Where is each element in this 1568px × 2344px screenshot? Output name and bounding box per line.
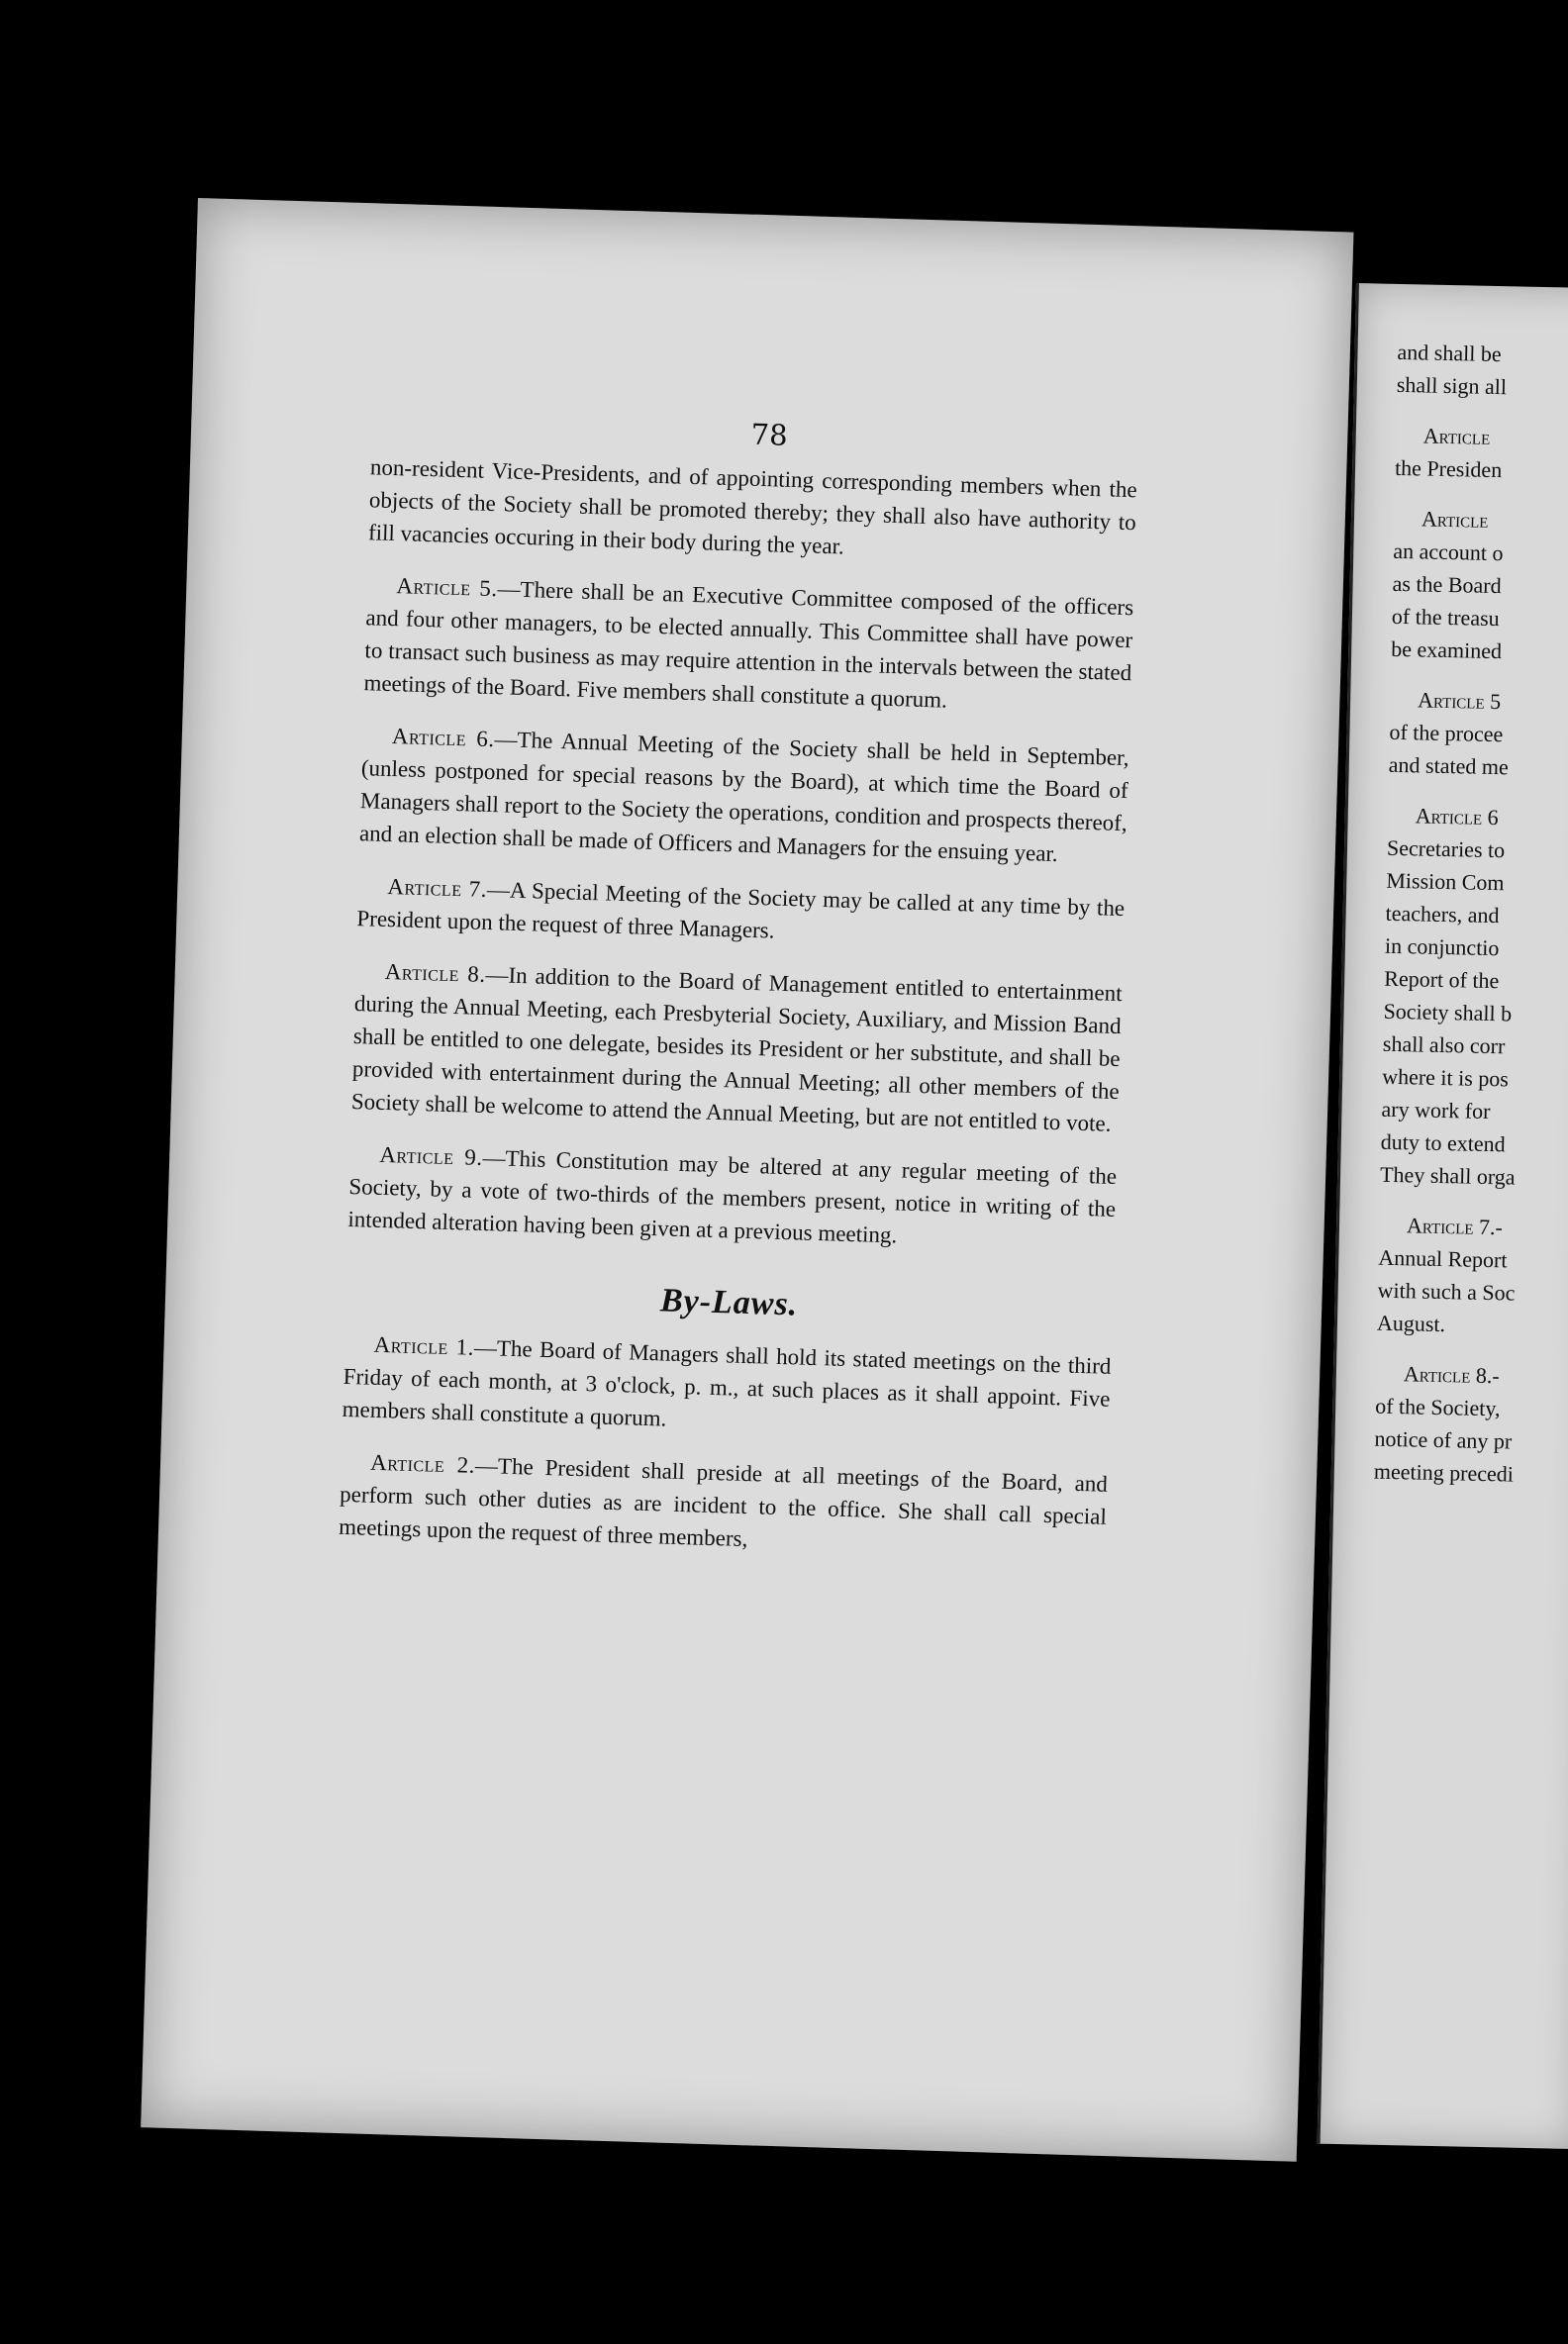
- article-label: Article 6.: [391, 724, 495, 752]
- text-line: Article: [1421, 506, 1489, 533]
- text-line: and stated me: [1388, 751, 1510, 780]
- text-line: Annual Report: [1378, 1244, 1508, 1273]
- article-6: Article 6.—The Annual Meeting of the Society shall be held in September, (unless postponed for special reasons by the Board), at which time the Board of Managers shall report to the Society the operations, condition and prospects thereof, and an election shall be made of Officers and Managers for the ensuing year.: [358, 724, 1129, 867]
- article-label: Article 9.: [379, 1141, 483, 1170]
- text-line: Article 7.-: [1406, 1213, 1504, 1240]
- text-line: where it is pos: [1381, 1063, 1510, 1092]
- left-page: [141, 198, 1353, 2162]
- article-label: Article 1.: [373, 1331, 475, 1360]
- text-line: duty to extend: [1380, 1128, 1506, 1157]
- text-line: Article 8.-: [1403, 1361, 1500, 1389]
- text-line: Article: [1422, 423, 1491, 449]
- page-number: 78: [750, 417, 789, 452]
- paragraph: non-resident Vice-Presidents, and of appointing corresponding members when the objects of the Society shall be promoted thereby; they shall also have authority to fill vacancies occuring in their body during the year.: [367, 454, 1138, 559]
- text-line: Report of the: [1384, 965, 1500, 994]
- article-7: Article 7.—A Special Meeting of the Society may be called at any time by the President upon the request of three Managers.: [356, 873, 1126, 943]
- text-line: They shall orga: [1379, 1161, 1516, 1190]
- bylaws-heading: By-Laws.: [659, 1282, 799, 1323]
- text-line: meeting precedi: [1373, 1458, 1515, 1487]
- article-5: Article 5.—There shall be an Executive Committee composed of the officers and four other managers, to be elected annually. This Committee shall have power to transact such business as may require attention in the intervals between the stated meetings of the Board. Five members shall constitute a quorum.: [363, 573, 1134, 713]
- article-label: Article 2.: [369, 1449, 476, 1478]
- article-label: Article 7.: [387, 873, 488, 902]
- text-line: of the procee: [1389, 719, 1504, 747]
- article-label: Article 8.: [384, 958, 487, 987]
- text-line: with such a Soc: [1377, 1277, 1516, 1306]
- bylaw-article-2: Article 2.—The President shall preside at all meetings of the Board, and perform such other duties as are incident to the office. She shall call special meetings upon the request of three members,: [338, 1449, 1109, 1552]
- article-9: Article 9.—This Constitution may be altered at any regular meeting of the Society, by a vote of two-thirds of the members present, notice in writing of the intended alteration having been given at a previous meeting.: [347, 1141, 1118, 1248]
- right-page-text: [1374, 336, 1568, 1492]
- left-page-body: [338, 450, 1137, 1585]
- text-line: shall also corr: [1382, 1030, 1506, 1059]
- text-line: shall sign all: [1396, 371, 1508, 400]
- bylaw-article-1: Article 1.—The Board of Managers shall hold its stated meetings on the third Friday of each month, at 3 o'clock, p. m., at such places as it shall appoint. Five members shall constitute a quorum.: [342, 1331, 1112, 1431]
- article-label: Article 5.: [396, 573, 498, 602]
- right-page: [1318, 283, 1568, 2149]
- text-line: ary work for: [1381, 1096, 1491, 1124]
- text-line: and shall be: [1397, 339, 1502, 367]
- text-line: teachers, and: [1385, 900, 1500, 928]
- text-line: notice of any pr: [1374, 1425, 1513, 1454]
- text-line: as the Board: [1392, 570, 1502, 599]
- text-line: be examined: [1391, 635, 1503, 664]
- text-line: August.: [1376, 1310, 1446, 1337]
- text-line: Secretaries to: [1386, 834, 1506, 863]
- text-line: Mission Com: [1386, 867, 1505, 896]
- text-line: Society shall b: [1383, 998, 1513, 1026]
- text-line: Article 5: [1417, 687, 1502, 715]
- text-line: of the treasu: [1391, 603, 1500, 632]
- article-8: Article 8.—In addition to the Board of Management entitled to entertainment during the Annual Meeting, each Presbyterial Society, Auxiliary, and Mission Band shall be entitled to one delegate, besides its President or her substitute, and shall be provided with entertainment during the Annual Meeting; all other members of the Society shall be welcome to attend the Annual Meeting, but are not entitled to vote.: [350, 958, 1123, 1136]
- text-line: Article 6: [1415, 803, 1499, 830]
- text-line: an account o: [1393, 537, 1504, 566]
- text-line: the Presiden: [1394, 454, 1503, 483]
- text-line: of the Society,: [1374, 1393, 1501, 1421]
- text-line: in conjunctio: [1384, 932, 1500, 961]
